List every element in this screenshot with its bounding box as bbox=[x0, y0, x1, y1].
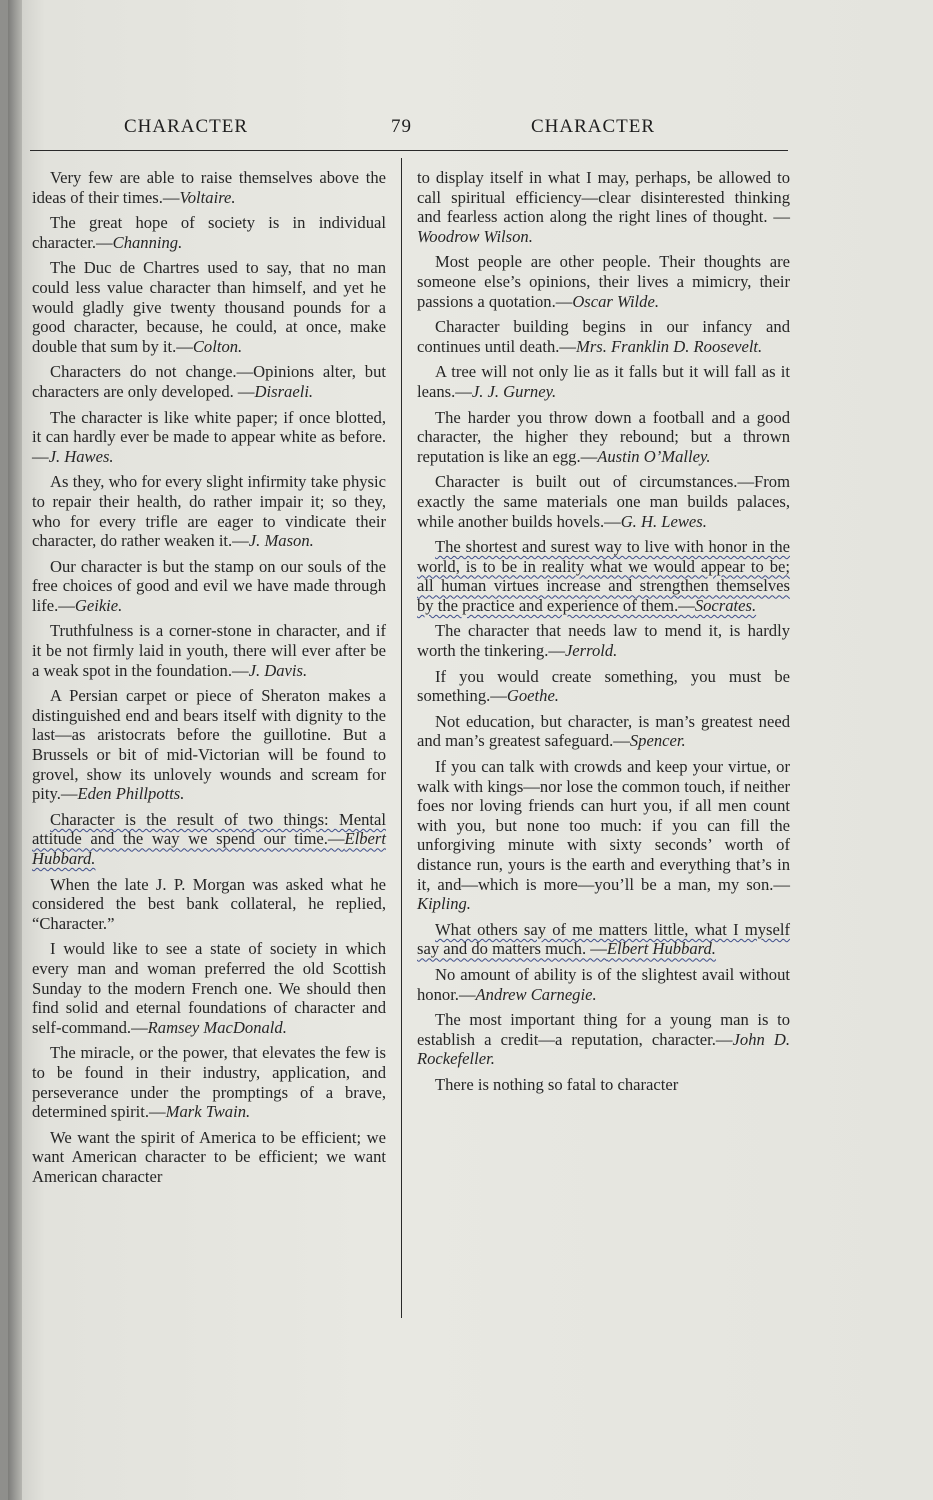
quotation bbox=[417, 757, 790, 914]
quotation bbox=[417, 362, 790, 401]
quotation-text: Our character is but the stamp on our souls of the free choices of good and evil we have made through life.— bbox=[32, 556, 386, 615]
quotation-text: The great hope of society is in individual character.— bbox=[32, 213, 386, 252]
quotation-author: Ramsey MacDonald. bbox=[147, 1017, 287, 1037]
quotation bbox=[32, 1043, 386, 1121]
quotation-author: Woodrow Wilson. bbox=[417, 226, 533, 246]
quotation-text: The Duc de Chartres used to say, that no man could less value character than himself, and yet he would gladly give twenty thousand pounds for a good character, because, he could, at once, make double that sum by it.— bbox=[32, 258, 386, 356]
quotation bbox=[417, 472, 790, 531]
quotation bbox=[32, 168, 386, 207]
quotation bbox=[32, 258, 386, 356]
quotation-text: The character is like white paper; if once blotted, it can hardly ever be made to appear white as before.— bbox=[32, 407, 386, 466]
quotation-author: Jerrold. bbox=[564, 641, 618, 661]
quotation-text: The most important thing for a young man is to establish a credit—a reputation, character.— bbox=[417, 1010, 790, 1049]
quotation bbox=[32, 213, 386, 252]
quotation-author: Goethe. bbox=[506, 686, 559, 706]
quotation-author: J. Davis. bbox=[248, 660, 308, 680]
quotation-author: J. Mason. bbox=[248, 531, 314, 551]
quotation-author: Voltaire. bbox=[179, 187, 236, 207]
quotation-text: The miracle, or the power, that elevates the few is to be found in their industry, application, and perseverance under the promptings of a brave, determined spirit.— bbox=[32, 1043, 386, 1122]
quotation-text: The harder you throw down a football and a good character, the higher they rebound; but a thrown reputation is like an egg.— bbox=[417, 407, 790, 466]
quotation bbox=[417, 621, 790, 660]
running-head-right-title: CHARACTER bbox=[531, 116, 656, 137]
quotation-text: There is nothing so fatal to character bbox=[435, 1074, 679, 1094]
quotation-author: Kipling. bbox=[417, 894, 471, 914]
quotation-text: What others say of me matters little, what I myself say and do matters much. — bbox=[417, 919, 790, 959]
quotation-author: Channing. bbox=[112, 232, 183, 252]
quotation bbox=[417, 712, 790, 751]
ink-underline bbox=[417, 537, 790, 615]
quotation bbox=[417, 965, 790, 1004]
quotation-text: to display itself in what I may, perhaps, be allowed to call spiritual efficiency—clear disinterested thinking and fearless action along the right lines of thought. — bbox=[417, 168, 790, 227]
quotation bbox=[417, 317, 790, 356]
quotation-author: G. H. Lewes. bbox=[620, 511, 707, 531]
quotation bbox=[32, 472, 386, 550]
quotation-author: Geikie. bbox=[74, 595, 123, 615]
quotation-text: A Persian carpet or piece of Sheraton makes a distinguished end and bears itself with dignity to the last—as aristocrats before the guillotine. But a Brussels or bit of mid-Victorian will be found to grovel, show its unlovely wounds and scream for pity.— bbox=[32, 686, 386, 804]
ink-underline bbox=[32, 810, 386, 868]
quotation bbox=[32, 1128, 386, 1187]
quotation-text: We want the spirit of America to be efficient; we want American character to be efficient; we want American character bbox=[32, 1127, 386, 1186]
quotation-text: Characters do not change.—Opinions alter, but characters are only developed. — bbox=[32, 362, 386, 401]
quotation-author: Mark Twain. bbox=[165, 1102, 251, 1122]
quotation bbox=[32, 362, 386, 401]
quotation-author: Austin O’Malley. bbox=[597, 446, 711, 466]
quotation-author: Eden Phillpotts. bbox=[77, 784, 185, 804]
quotation-author: Elbert Hubbard. bbox=[32, 829, 386, 868]
quotation bbox=[417, 252, 790, 311]
quotation-text: When the late J. P. Morgan was asked what he considered the best bank collateral, he replied, “Character.” bbox=[32, 874, 386, 933]
quotation-text: Most people are other people. Their thoughts are someone else’s opinions, their lives a mimicry, their passions a quotation.— bbox=[417, 252, 790, 311]
quotation-text: I would like to see a state of society in which every man and woman preferred the old Scottish Sunday to the modern French one. We should then find solid and eternal foundations of character and self-command.— bbox=[32, 939, 386, 1037]
quotation bbox=[417, 168, 790, 246]
quotation bbox=[32, 810, 386, 869]
quotation-author: Disraeli. bbox=[254, 381, 314, 401]
quotation bbox=[417, 1010, 790, 1069]
quotation bbox=[32, 875, 386, 934]
quotation-text: A tree will not only lie as it falls but it will fall as it leans.— bbox=[417, 362, 790, 401]
quotation bbox=[32, 939, 386, 1037]
quotation-text: As they, who for every slight infirmity take physic to repair their health, do rather impair it; so they, who for every trifle are eager to vindicate their character, do rather weaken it.— bbox=[32, 472, 386, 551]
quotation-author: Mrs. Franklin D. Roosevelt. bbox=[576, 336, 763, 356]
left-column bbox=[32, 168, 386, 1193]
quotation-text: Character building begins in our infancy and continues until death.— bbox=[417, 317, 790, 356]
quotation-text: No amount of ability is of the slightest avail without honor.— bbox=[417, 964, 790, 1004]
header-rule bbox=[30, 150, 788, 151]
book-spine-shadow bbox=[8, 0, 22, 1500]
quotation bbox=[417, 1075, 790, 1095]
quotation bbox=[417, 667, 790, 706]
quotation-author: Elbert Hubbard. bbox=[606, 939, 716, 959]
running-head-left-title: CHARACTER bbox=[124, 116, 249, 137]
quotation-text: The character that needs law to mend it, is hardly worth the tinkering.— bbox=[417, 621, 790, 661]
column-divider bbox=[401, 158, 402, 1318]
right-column bbox=[417, 168, 790, 1101]
quotation bbox=[417, 920, 790, 959]
quotation bbox=[417, 408, 790, 467]
quotation-text: Not education, but character, is man’s greatest need and man’s greatest safeguard.— bbox=[417, 711, 790, 751]
quotation-text: Very few are able to raise themselves above the ideas of their times.— bbox=[32, 168, 386, 207]
quotation-text: If you would create something, you must be something.— bbox=[417, 666, 790, 706]
quotation-author: Spencer. bbox=[629, 731, 686, 751]
quotation-author: J. J. Gurney. bbox=[471, 381, 557, 401]
quotation-text: Character is built out of circumstances.—From exactly the same materials one man builds palaces, while another builds hovels.— bbox=[417, 472, 790, 531]
quotation-text: The shortest and surest way to live with honor in the world, is to be in reality what we would appear to be; all human virtues increase and strengthen themselves by the practice and experience of them.— bbox=[417, 537, 790, 615]
running-head bbox=[0, 116, 933, 144]
quotation bbox=[32, 557, 386, 616]
quotation-author: John D. Rockefeller. bbox=[417, 1029, 790, 1069]
ink-underline bbox=[417, 920, 790, 959]
quotation-author: J. Hawes. bbox=[48, 446, 114, 466]
quotation-author: Andrew Carnegie. bbox=[475, 984, 597, 1004]
quotation-text: Truthfulness is a corner-stone in character, and if it be not firmly laid in youth, there will ever after be a weak spot in the foundation.— bbox=[32, 621, 386, 680]
quotation-author: Colton. bbox=[192, 336, 243, 356]
page-number: 79 bbox=[391, 116, 412, 137]
quotation bbox=[32, 621, 386, 680]
quotation-author: Socrates. bbox=[694, 595, 757, 615]
quotation bbox=[32, 408, 386, 467]
quotation-text: Character is the result of two things: Mental attitude and the way we spend our time.— bbox=[32, 809, 386, 849]
quotation-author: Oscar Wilde. bbox=[572, 291, 659, 311]
quotation bbox=[32, 686, 386, 804]
quotation bbox=[417, 537, 790, 615]
quotation-text: If you can talk with crowds and keep your virtue, or walk with kings—nor lose the common touch, if neither foes nor loving friends can hurt you, if all men count with you, but none too much: if you can fill the unforgiving minute with sixty seconds’ worth of distance run, yours is the earth and everything that’s in it, and—which is more—you’ll be a man, my son.— bbox=[417, 757, 790, 894]
